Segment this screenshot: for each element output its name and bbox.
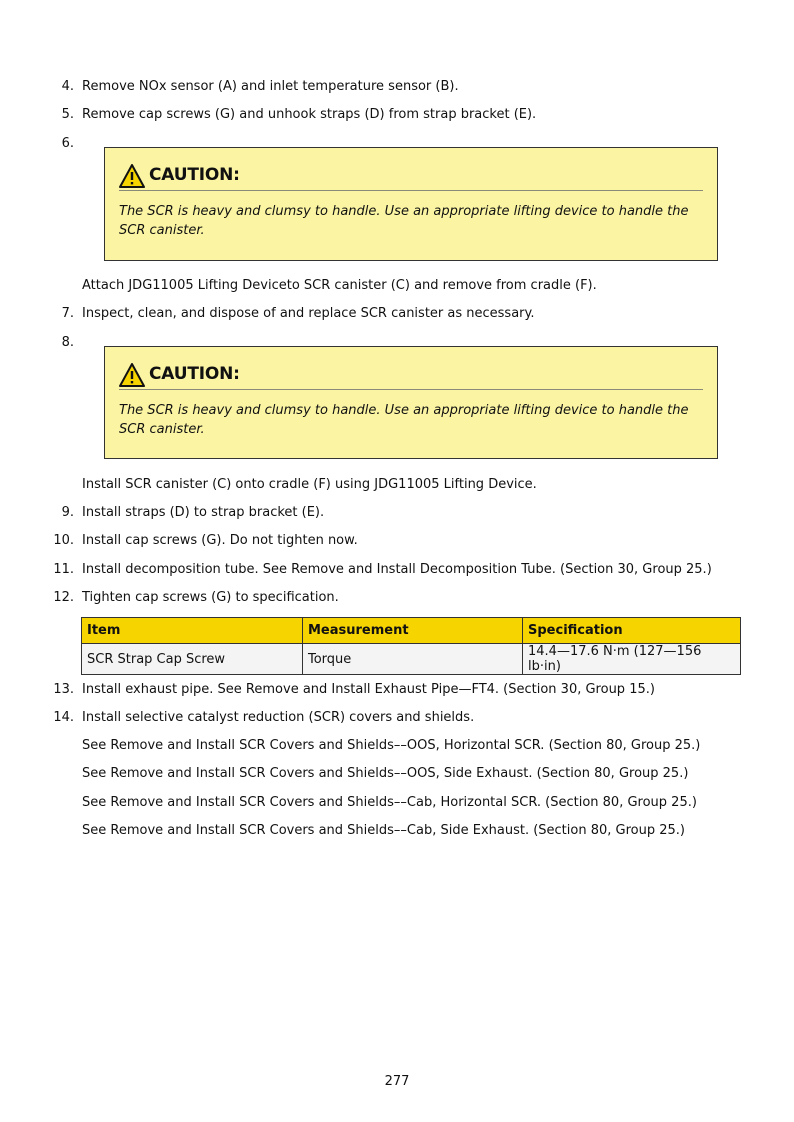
table-header-measurement: Measurement: [303, 618, 523, 644]
step-text: Install straps (D) to strap bracket (E).: [82, 505, 325, 520]
step-number: 12.: [53, 590, 74, 605]
step-number: 13.: [53, 682, 74, 697]
step-text: Install decomposition tube. See Remove and Install Decomposition Tube. (Section 30, Group 25.): [82, 562, 712, 577]
step-number: 5.: [61, 107, 74, 122]
warning-triangle-icon: [119, 363, 145, 387]
step-number: 11.: [53, 562, 74, 577]
table-header-specification: Specification: [523, 618, 741, 644]
table-cell: SCR Strap Cap Screw: [82, 644, 303, 675]
step-text: Remove NOx sensor (A) and inlet temperature sensor (B).: [82, 79, 459, 94]
caution-box: [104, 147, 718, 261]
caution-header: [119, 162, 703, 191]
step-number: 4.: [61, 79, 74, 94]
caution-header: [119, 361, 703, 390]
step-number: 14.: [53, 710, 74, 725]
caution-text: The SCR is heavy and clumsy to handle. Use an appropriate lifting device to handle the SCR canister.: [119, 403, 689, 437]
caution-text: The SCR is heavy and clumsy to handle. Use an appropriate lifting device to handle the SCR canister.: [119, 204, 689, 238]
step-number: 6.: [61, 136, 74, 151]
warning-triangle-icon: [119, 164, 145, 188]
step-number: 10.: [53, 533, 74, 548]
step-text: Remove cap screws (G) and unhook straps (D) from strap bracket (E).: [82, 107, 537, 122]
specification-table: [81, 617, 741, 675]
reference-text: See Remove and Install SCR Covers and Shields––OOS, Horizontal SCR. (Section 80, Group 25.): [82, 738, 701, 753]
step-text: Attach JDG11005 Lifting Deviceto SCR canister (C) and remove from cradle (F).: [82, 278, 597, 293]
table-header-item: Item: [82, 618, 303, 644]
reference-text: See Remove and Install SCR Covers and Shields––Cab, Side Exhaust. (Section 80, Group 25.): [82, 823, 685, 838]
caution-box: [104, 346, 718, 459]
step-text: Install selective catalyst reduction (SCR) covers and shields.: [82, 710, 475, 725]
step-text: Install exhaust pipe. See Remove and Install Exhaust Pipe—FT4. (Section 30, Group 15.): [82, 682, 655, 697]
reference-text: See Remove and Install SCR Covers and Shields––Cab, Horizontal SCR. (Section 80, Group 25.): [82, 795, 697, 810]
caution-title: CAUTION:: [149, 165, 240, 185]
step-number: 8.: [61, 335, 74, 350]
step-text: Install SCR canister (C) onto cradle (F) using JDG11005 Lifting Device.: [82, 477, 537, 492]
table-cell: Torque: [303, 644, 523, 675]
step-number: 7.: [61, 306, 74, 321]
caution-title: CAUTION:: [149, 364, 240, 384]
step-text: Inspect, clean, and dispose of and replace SCR canister as necessary.: [82, 306, 535, 321]
page-number: 277: [384, 1074, 410, 1089]
table-header-row: [82, 618, 741, 644]
reference-text: See Remove and Install SCR Covers and Shields––OOS, Side Exhaust. (Section 80, Group 25.): [82, 766, 689, 781]
step-text: Tighten cap screws (G) to specification.: [82, 590, 339, 605]
step-text: Install cap screws (G). Do not tighten now.: [82, 533, 358, 548]
table-cell: 14.4—17.6 N·m (127—156 lb·in): [523, 644, 741, 675]
table-row: [82, 644, 741, 675]
step-number: 9.: [61, 505, 74, 520]
